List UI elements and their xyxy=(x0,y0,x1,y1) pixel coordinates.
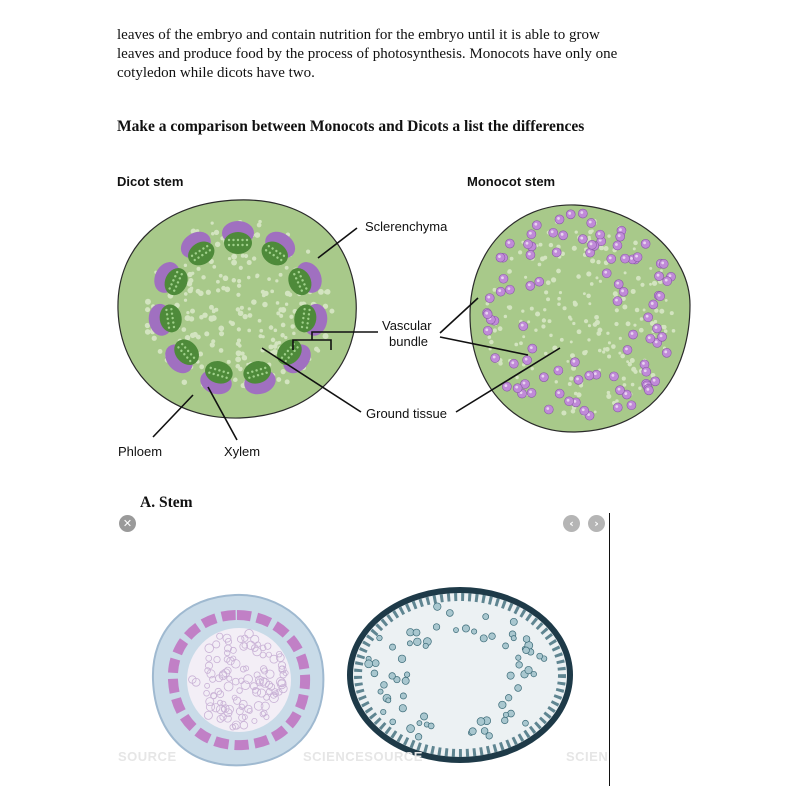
vascular-bundle xyxy=(528,344,537,353)
vascular-bundle xyxy=(627,401,636,410)
dicot-micrograph xyxy=(153,595,323,765)
vascular-bundle xyxy=(505,239,514,248)
vascular-bundle xyxy=(642,367,651,376)
ground-tissue-label: Ground tissue xyxy=(366,406,447,421)
vascular-bundle xyxy=(613,297,622,306)
comparison-heading: Make a comparison between Monocots and Dicots a list the differences xyxy=(117,118,585,135)
intro-line: cotyledon while dicots have two. xyxy=(117,65,315,81)
vascular-bundle xyxy=(619,287,628,296)
vascular-bundle xyxy=(578,235,587,244)
vascular-bundle xyxy=(580,406,589,415)
chevron-left-icon[interactable]: ‹ xyxy=(563,515,580,532)
vascular-bundle xyxy=(641,239,650,248)
vascular-bundle xyxy=(623,345,632,354)
vascular-bundle xyxy=(615,386,624,395)
vascular-bundle xyxy=(499,274,508,283)
vascular-bundle xyxy=(496,287,505,296)
vascular-bundle xyxy=(655,272,664,281)
vascular-bundle xyxy=(607,254,616,263)
vascular-bundle xyxy=(539,373,548,382)
vascular-bundle xyxy=(509,359,518,368)
dicot-stem-title: Dicot stem xyxy=(117,174,184,189)
sclerenchyma-label: Sclerenchyma xyxy=(365,219,448,234)
micrograph-gallery xyxy=(115,515,610,785)
phloem-label: Phloem xyxy=(118,444,163,459)
intro-line: leaves and produce food by the process of photosynthesis. Monocots have only one xyxy=(117,46,618,62)
vascular-bundle xyxy=(222,221,254,254)
vascular-bundle xyxy=(574,375,583,384)
vascular-bundle xyxy=(513,384,522,393)
vascular-bundle xyxy=(609,372,618,381)
vascular-bundle xyxy=(483,310,492,319)
vascular-bundle xyxy=(649,300,658,309)
vascular-bundle xyxy=(526,250,535,259)
vascular-bundle xyxy=(527,388,536,397)
vascular-bundle xyxy=(646,334,655,343)
vascular-bundle xyxy=(532,221,541,230)
vascular-bundle xyxy=(523,356,532,365)
vascular-bundle xyxy=(549,228,558,237)
panel-divider xyxy=(609,513,610,786)
vascular-bundle xyxy=(629,330,638,339)
vascular-bundle xyxy=(483,326,492,335)
vascular-bundle xyxy=(555,215,564,224)
vascular-bundle xyxy=(621,254,630,263)
micrograph-image xyxy=(115,515,610,785)
monocot-stem-title: Monocot stem xyxy=(467,174,556,189)
vascular-bundle xyxy=(656,292,665,301)
vascular-bundle xyxy=(491,354,500,363)
vascular-bundle xyxy=(653,324,662,333)
vascular-label-line2: bundle xyxy=(389,334,429,349)
close-icon[interactable]: ✕ xyxy=(119,515,136,532)
intro-line: leaves of the embryo and contain nutrition for the embryo until it is able to grow xyxy=(117,27,600,43)
vascular-bundle xyxy=(602,269,611,278)
vascular-bundle xyxy=(570,358,579,367)
vascular-bundle xyxy=(587,240,596,249)
vascular-bundle xyxy=(651,377,660,386)
vascular-bundle xyxy=(616,232,625,241)
vascular-bundle xyxy=(663,277,672,286)
xylem-label: Xylem xyxy=(224,444,261,459)
vascular-bundle xyxy=(659,259,668,268)
vascular-bundle xyxy=(552,248,561,257)
vascular-label-line1: Vascular xyxy=(382,318,432,333)
vascular-bundle xyxy=(596,230,605,239)
watermark: SCIEN xyxy=(566,749,609,764)
monocot-micrograph xyxy=(350,590,570,760)
watermark: SCIENCESOURCE xyxy=(303,749,423,764)
chevron-right-icon[interactable]: › xyxy=(588,515,605,532)
section-title: A. Stem xyxy=(140,494,193,511)
vascular-bundle xyxy=(644,313,653,322)
vascular-bundle xyxy=(578,209,587,218)
watermark: SOURCE xyxy=(118,749,177,764)
monocot-stem-illustration xyxy=(470,205,690,432)
vascular-bundle xyxy=(614,280,623,289)
vascular-bundle xyxy=(555,389,564,398)
vascular-bundle xyxy=(519,322,528,331)
vascular-bundle xyxy=(523,240,532,249)
vascular-bundle xyxy=(565,397,574,406)
vascular-bundle xyxy=(544,405,553,414)
vascular-bundle xyxy=(587,218,596,227)
vascular-bundle xyxy=(658,332,667,341)
vascular-bundle xyxy=(535,277,544,286)
vascular-bundle xyxy=(526,281,535,290)
vascular-bundle xyxy=(644,386,653,395)
vascular-bundle xyxy=(505,285,514,294)
vascular-bundle xyxy=(613,241,622,250)
vascular-bundle xyxy=(633,253,642,262)
vascular-bundle xyxy=(566,210,575,219)
vascular-bundle xyxy=(585,371,594,380)
vascular-bundle xyxy=(496,253,505,262)
vascular-bundle xyxy=(527,230,536,239)
vascular-bundle xyxy=(662,348,671,357)
vascular-bundle xyxy=(559,231,568,240)
vascular-bundle xyxy=(554,366,563,375)
vascular-bundle xyxy=(485,294,494,303)
vascular-bundle xyxy=(613,403,622,412)
